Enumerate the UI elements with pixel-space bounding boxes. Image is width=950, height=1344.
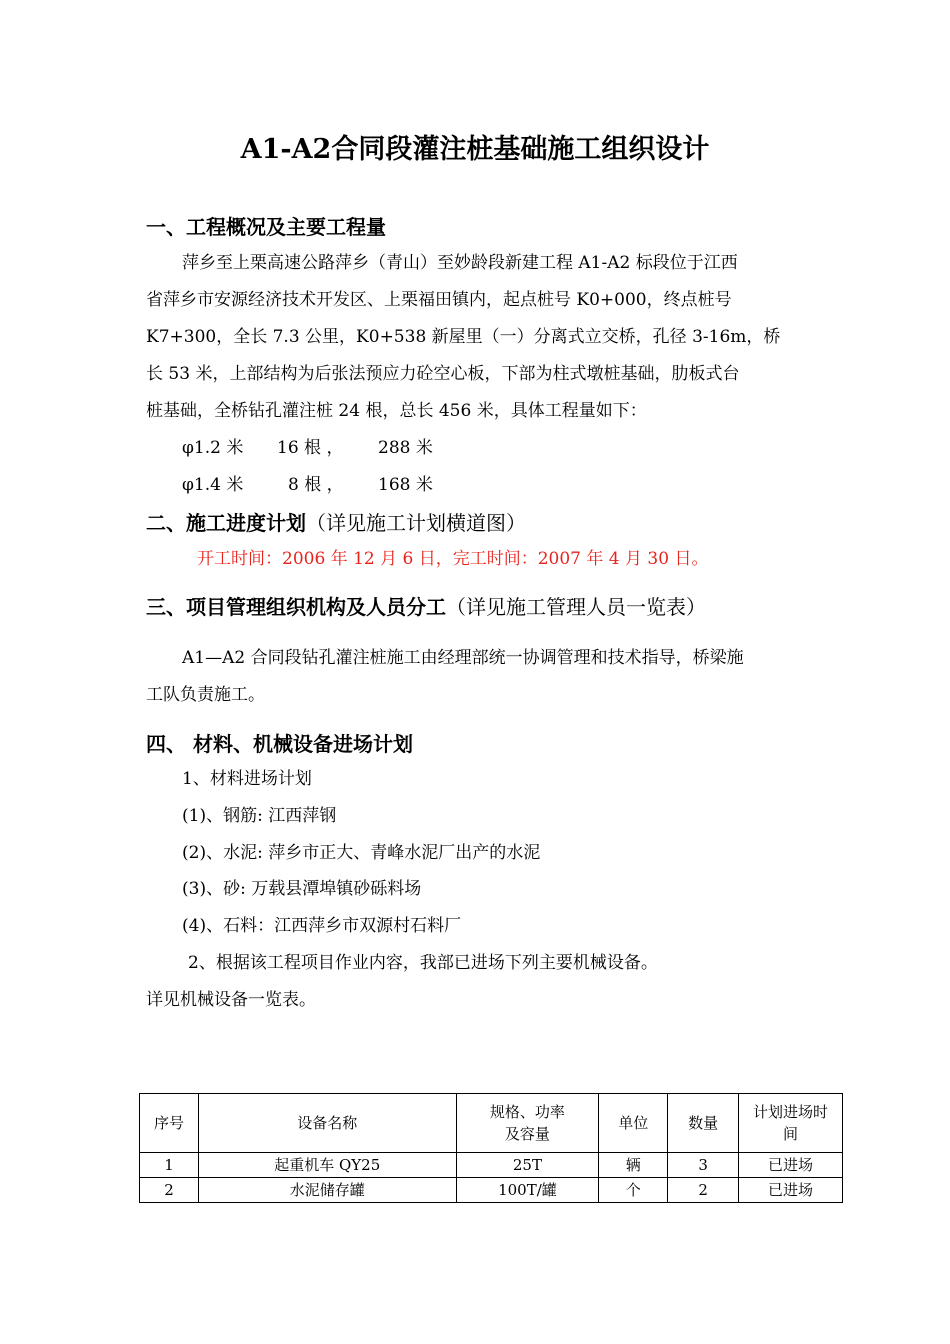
table-cell: 水泥储存罐	[198, 1178, 456, 1203]
table-cell: 2	[668, 1178, 739, 1203]
table-cell: 2	[140, 1178, 199, 1203]
document-title: A1-A2合同段灌注桩基础施工组织设计	[240, 134, 710, 165]
header-cell-spec: 规格、功率 及容量	[456, 1094, 599, 1153]
header-cell-schedule: 计划进场时 间	[739, 1094, 843, 1153]
material-item-3: (3)、砂: 万载县潭埠镇砂砾料场	[182, 879, 422, 899]
quantity-2-diameter: φ1.4 米	[182, 475, 244, 495]
quantity-1-diameter: φ1.2 米	[182, 438, 244, 458]
header-cell-index: 序号	[140, 1094, 199, 1153]
section-1-heading: 一、工程概况及主要工程量	[146, 215, 386, 239]
section-2-heading	[146, 508, 526, 538]
section-3-line-2: 工队负责施工。	[146, 685, 265, 705]
section-3-note: （详见施工管理人员一览表）	[446, 595, 706, 619]
schedule-dates: 开工时间：2006 年 12 月 6 日，完工时间：2007 年 4 月 30 日。	[197, 549, 709, 569]
equipment-plan-heading: 2、根据该工程项目作业内容，我部已进场下列主要机械设备。	[188, 953, 658, 973]
section-1-line-4: 长 53 米，上部结构为后张法预应力砼空心板，下部为柱式墩桩基础，肋板式台	[146, 364, 740, 384]
section-3-title: 三、项目管理组织机构及人员分工	[146, 595, 446, 619]
material-item-2: (2)、水泥: 萍乡市正大、青峰水泥厂出产的水泥	[182, 843, 541, 863]
table-cell: 1	[140, 1153, 199, 1178]
table-cell: 100T/罐	[456, 1178, 599, 1203]
equipment-table	[139, 1093, 843, 1203]
section-1-line-2: 省萍乡市安源经济技术开发区、上栗福田镇内，起点桩号 K0+000，终点桩号	[146, 290, 732, 310]
table-cell: 已进场	[739, 1178, 843, 1203]
section-1-line-5: 桩基础，全桥钻孔灌注桩 24 根，总长 456 米，具体工程量如下：	[146, 401, 647, 421]
quantity-1-length: 288 米	[378, 438, 433, 458]
table-cell: 3	[668, 1153, 739, 1178]
section-4-heading: 四、 材料、机械设备进场计划	[146, 732, 413, 756]
header-cell-unit: 单位	[599, 1094, 668, 1153]
table-cell: 个	[599, 1178, 668, 1203]
table-cell: 起重机车 QY25	[198, 1153, 456, 1178]
section-3-line-1: A1—A2 合同段钻孔灌注桩施工由经理部统一协调管理和技术指导，桥梁施	[182, 648, 744, 668]
table-cell: 已进场	[739, 1153, 843, 1178]
table-row	[140, 1153, 843, 1178]
header-cell-quantity: 数量	[668, 1094, 739, 1153]
quantity-1-count: 16 根 ，	[277, 438, 344, 458]
table-row	[140, 1178, 843, 1203]
header-cell-name: 设备名称	[198, 1094, 456, 1153]
section-2-title: 二、施工进度计划	[146, 511, 306, 535]
section-1-line-1: 萍乡至上栗高速公路萍乡（青山）至妙龄段新建工程 A1-A2 标段位于江西	[182, 253, 738, 273]
table-cell: 25T	[456, 1153, 599, 1178]
material-item-4: (4)、石料：江西萍乡市双源村石料厂	[182, 916, 462, 936]
section-1-line-3: K7+300，全长 7.3 公里，K0+538 新屋里（一）分离式立交桥，孔径 3-16m，桥	[146, 327, 781, 347]
quantity-2-length: 168 米	[378, 475, 433, 495]
equipment-plan-reference: 详见机械设备一览表。	[146, 990, 316, 1010]
table-header-row	[140, 1094, 843, 1153]
material-plan-heading: 1、材料进场计划	[182, 769, 312, 789]
quantity-2-count: 8 根 ，	[288, 475, 344, 495]
table-cell: 辆	[599, 1153, 668, 1178]
material-item-1: (1)、钢筋: 江西萍钢	[182, 806, 337, 826]
section-2-note: （详见施工计划横道图）	[306, 511, 526, 535]
section-3-heading	[146, 592, 706, 622]
